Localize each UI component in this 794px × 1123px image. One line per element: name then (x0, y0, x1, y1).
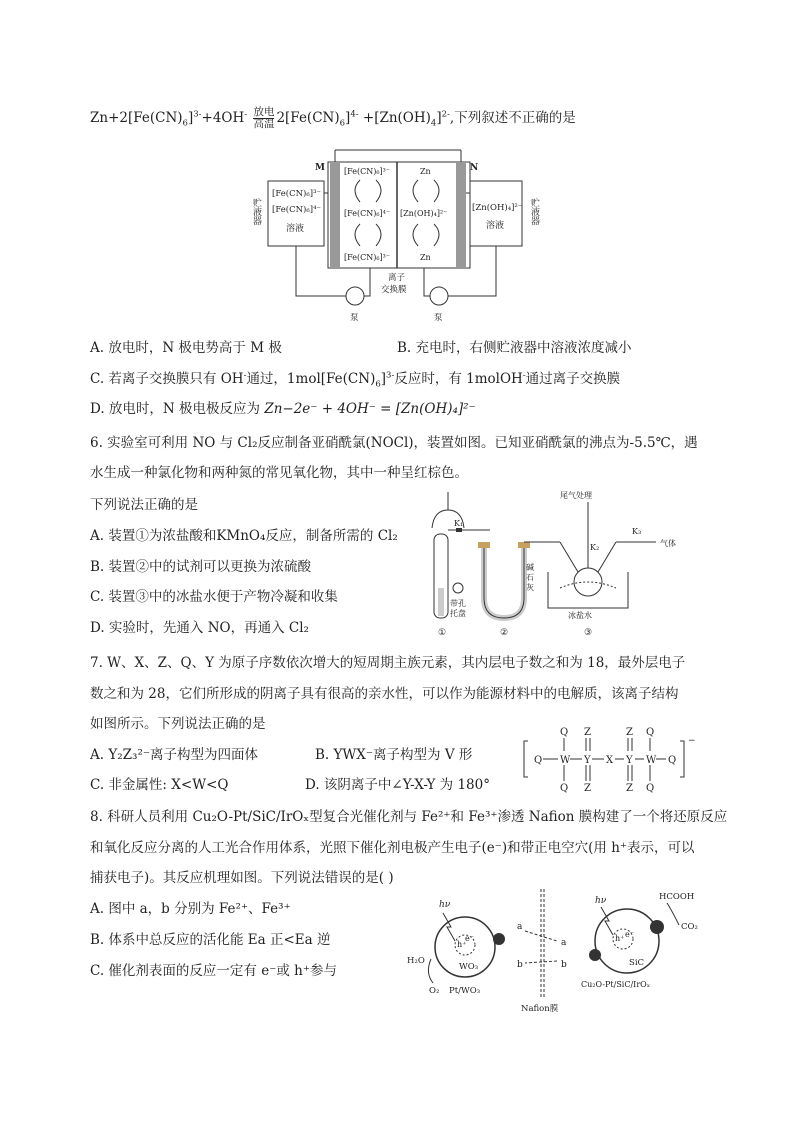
tray-icon (453, 583, 463, 593)
q5-option-c-part: 通过离子交换膜 (525, 371, 621, 387)
q5-reaction-tail: ,下列叙述不正确的是 (449, 110, 576, 126)
q6-stem-1: 6. 实验室可利用 NO 与 Cl₂反应制备亚硝酰氯(NOCl)，装置如图。已知亚硝酰氯的沸点为-5.5℃，遇 (90, 435, 698, 451)
ice-water-level (560, 582, 616, 588)
q5-sup: 4- (350, 109, 359, 120)
lightning-icon-left (443, 913, 455, 941)
q8-stem-3: 捕获电子)。其反应机理如图。下列说法错误的是( ) (90, 870, 394, 886)
q8-option-b: B. 体系中总反应的活化能 Ea 正<Ea 逆 (90, 932, 331, 948)
q5-sup: - (243, 370, 247, 381)
q6-option-d: D. 实验时，先通入 NO，再通入 Cl₂ (90, 620, 309, 636)
q5-sub: 6 (339, 118, 346, 129)
atom-Z-top-right: Z (626, 727, 633, 738)
atom-Z-top-left: Z (584, 727, 591, 738)
atom-W-left: W (560, 755, 571, 766)
label-M: M (315, 163, 325, 173)
atom-W-right: W (646, 755, 657, 766)
reaction-condition (253, 107, 274, 130)
soda-lime-3: 灰 (526, 583, 534, 592)
electrode-N (456, 162, 466, 268)
bracket-right (680, 741, 684, 777)
q5-option-d-equation: Zn−2e⁻ + 4OH⁻ = [Zn(OH)₄]²⁻ (264, 401, 476, 417)
left-pipe-up (364, 268, 370, 296)
q6-stem-2: 水生成一种氯化物和两种氮的常见氧化物，其中一种呈红棕色。 (90, 465, 468, 481)
co2-label: CO₂ (681, 922, 698, 932)
tray-label-1: 带孔 (450, 599, 466, 608)
left-tank-line1: [Fe(CN)₆]³⁻ (272, 189, 321, 199)
q5-option-c-part: ] (380, 371, 387, 387)
q7-anion-structure (522, 725, 694, 795)
q5-reaction: $Zn+2[Fe(CN)_6]^{3-}+4OH^-$ $\frac{\text{放电}}{\text{高温}}$ $2[Fe(CN)_6]^{4-} +[Zn(OH)_4]^{2-}$,下列叙述不正确的是 (90, 106, 576, 130)
q8-mechanism-diagram (395, 885, 725, 1017)
q5-sub: 4 (430, 118, 437, 129)
right-tank (470, 181, 522, 246)
q5-option-a: A. 放电时，N 极电势高于 M 极 (90, 340, 282, 356)
hv-label-right: hν (595, 896, 607, 906)
tail-gas-label: 尾气处理 (560, 491, 592, 500)
atom-Q-bottom-right: Q (646, 783, 655, 794)
cell-left-3: [Fe(CN)₆]³⁻ (344, 253, 391, 262)
q5-reaction-part: 2[Fe(CN) (276, 110, 340, 126)
o2-label: O₂ (429, 986, 440, 996)
valve-k2-label: K₂ (590, 543, 600, 552)
wo3-label: WO₃ (459, 962, 479, 972)
q5-reaction-part: +4OH (201, 110, 245, 126)
condition-bottom: 高温 (253, 118, 275, 130)
q5-option-d (90, 400, 476, 418)
q5-reaction-part: +[Zn(OH) (362, 110, 431, 126)
co2-reduction-arrow (667, 903, 679, 925)
pt-wo3-label: Pt/WO₃ (449, 986, 481, 996)
tray-label-2: 托盘 (450, 609, 466, 618)
water-oxidation-arrow (428, 959, 433, 983)
atom-Q-top-right: Q (646, 727, 655, 738)
q7-option-b: B. YWX⁻离子构型为 V 形 (315, 747, 473, 763)
hole-label-right: h⁺ (615, 934, 625, 943)
soda-lime-1: 碱 (526, 563, 534, 572)
anion-charge: − (688, 736, 696, 746)
species-b-right: b (561, 960, 567, 970)
atom-Q-left: Q (534, 755, 543, 766)
right-pipe-up (424, 268, 430, 296)
q7-stem-2: 数之和为 28，它们所形成的阴离子具有很高的亲水性，可以作为能源材料中的电解质，该离子结构 (90, 686, 679, 702)
atom-Z-bottom-right: Z (626, 783, 633, 794)
q5-battery-diagram (250, 148, 560, 328)
electrode-M (330, 162, 340, 268)
ice-water-label: 冰盐水 (568, 611, 592, 620)
q5-sub: 6 (182, 118, 188, 129)
q7-option-c: C. 非金属性: X<W<Q (90, 777, 229, 793)
right-tank-line1: [Zn(OH)₄]²⁻ (472, 203, 523, 213)
q8-stem-1: 8. 科研人员利用 Cu₂O-Pt/SiC/IrOₓ型复合光催化剂与 Fe²⁺和 Fe³⁺渗透 Nafion 膜构建了一个将还原反应 (90, 809, 728, 825)
atom-Q-bottom-left: Q (560, 783, 569, 794)
left-tank-line2: [Fe(CN)₆]⁴⁻ (272, 205, 321, 215)
hcooh-label: HCOOH (659, 892, 695, 902)
valve-k1-icon (456, 528, 462, 532)
q5-option-c-part: 反应时，有 1molOH (394, 371, 523, 387)
q5-option-d-part: D. 放电时，N 极电极反应为 (90, 401, 265, 417)
q7-stem-1: 7. W、X、Z、Q、Y 为原子序数依次增大的短周期主族元素，其内层电子数之和为 18，最外层电子 (90, 655, 686, 671)
atom-Q-right: Q (668, 755, 677, 766)
membrane-label-2: 交换膜 (381, 285, 407, 295)
u-tube-outline (484, 548, 524, 618)
q5-option-c-part: 通过，1mol[Fe(CN) (246, 371, 376, 387)
species-a-left: a (517, 922, 523, 932)
gas-label: 气体 (660, 539, 676, 548)
cell-left-1: [Fe(CN)₆]³⁻ (344, 167, 391, 176)
valve-k3-label: K₃ (632, 527, 642, 536)
hv-label-left: hν (439, 900, 451, 910)
stopper-left (478, 542, 490, 548)
valve-k1-label: K₁ (454, 519, 464, 528)
atom-X: X (606, 755, 614, 766)
q5-option-b: B. 充电时，右侧贮液器中溶液浓度减小 (397, 340, 632, 356)
membrane-label-1: 离子 (388, 273, 406, 283)
h2o-label: H₂O (407, 956, 425, 966)
apparatus-3-label: ③ (584, 628, 593, 638)
q7-option-d: D. 该阴离子中∠Y-X-Y 为 180° (305, 777, 490, 793)
sic-label: SiC (629, 958, 645, 968)
atom-Q-top-left: Q (560, 727, 569, 738)
q6-option-a: A. 装置①为浓盐酸和KMnO₄反应，制备所需的 Cl₂ (90, 528, 398, 544)
species-b-left: b (517, 960, 523, 970)
q7-option-a: A. Y₂Z₃²⁻离子构型为四面体 (90, 747, 258, 763)
right-pipe-bottom (448, 246, 496, 296)
electron-label-right: e⁻ (625, 930, 634, 939)
q6-option-c: C. 装置③中的冰盐水便于产物冷凝和收集 (90, 589, 338, 605)
condition-top: 放电 (253, 106, 275, 118)
label-N: N (470, 163, 479, 173)
q6-stem-3: 下列说法正确的是 (90, 497, 198, 513)
q5-reaction-part: ] (436, 110, 442, 126)
hole-label-left: h⁺ (457, 940, 467, 949)
cell-right-3: Zn (420, 253, 431, 262)
q5-sup: - (244, 109, 248, 120)
q5-reaction-part: Zn+2[Fe(CN) (90, 110, 183, 126)
q8-option-c: C. 催化剂表面的反应一定有 e⁻或 h⁺参与 (90, 963, 337, 979)
atom-Y-right: Y (626, 755, 633, 766)
q8-option-a: A. 图中 a，b 分别为 Fe²⁺、Fe³⁺ (90, 901, 291, 917)
cell-left-2: [Fe(CN)₆]⁴⁻ (344, 209, 391, 218)
pt-particle-right (650, 920, 664, 934)
q5-sup: - (522, 370, 526, 381)
q5-sup: 3- (193, 109, 202, 120)
ice-bath (548, 572, 628, 608)
cell-right-1: Zn (420, 167, 431, 176)
q5-sup: 2- (441, 109, 450, 120)
apparatus-2-label: ② (500, 628, 509, 638)
tube-contents (438, 588, 444, 616)
electron-label-left: e⁻ (465, 934, 474, 943)
atom-Y-left: Y (584, 755, 591, 766)
cell-right-2: [Zn(OH)₄]²⁻ (400, 209, 448, 218)
left-tank-line3: 溶液 (286, 224, 305, 234)
q5-sup: 3- (386, 370, 395, 381)
arm-left (560, 542, 578, 572)
species-a-right: a (561, 938, 567, 948)
right-store-label: 贮液器 (529, 198, 539, 225)
q8-stem-2: 和氧化反应分离的人工光合作用体系，光照下催化剂电极产生电子(e⁻)和带正电空穴(用 h⁺表示，可以 (90, 840, 695, 856)
right-tank-line2: 溶液 (486, 221, 505, 231)
q6-apparatus-diagram (420, 490, 710, 640)
right-pump-icon (430, 287, 448, 305)
q7-stem-3: 如图所示。下列说法正确的是 (90, 716, 266, 732)
stopper-right (518, 542, 530, 548)
pump-right-label: 泵 (434, 313, 443, 323)
left-pump-icon (346, 287, 364, 305)
sic-particle (595, 909, 659, 973)
pt-particle-left (493, 933, 505, 945)
q5-option-c (90, 370, 620, 388)
nafion-label: Nafion膜 (521, 1004, 559, 1014)
atom-Z-bottom-left: Z (584, 783, 591, 794)
pump-left-label: 泵 (350, 313, 359, 323)
left-store-label: 贮液器 (251, 198, 261, 225)
catalyst-label: Cu₂O-Pt/SiC/IrOₓ (581, 980, 651, 989)
q6-option-b: B. 装置②中的试剂可以更换为浓硫酸 (90, 559, 312, 575)
u-tube (484, 548, 524, 618)
arm-right (598, 542, 616, 572)
apparatus-1-label: ① (438, 628, 447, 638)
bracket-left (524, 741, 528, 777)
soda-lime-2: 石 (526, 573, 534, 582)
q5-sub: 6 (375, 379, 381, 390)
cu2o-particle (589, 949, 601, 961)
q5-option-c-part: C. 若离子交换膜只有 OH (90, 371, 244, 387)
